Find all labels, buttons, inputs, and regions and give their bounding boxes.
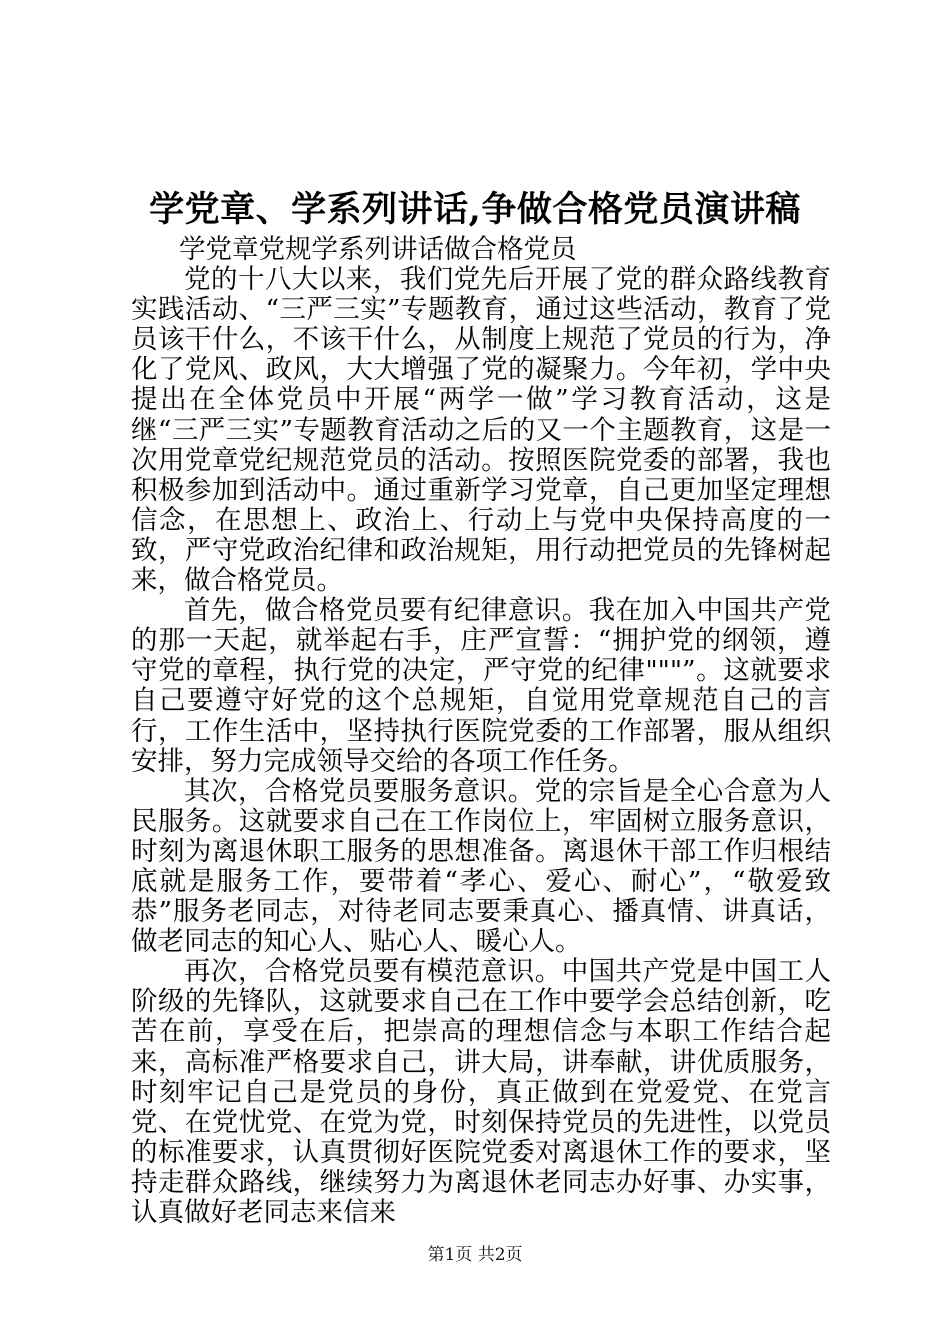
paragraph-2: 首先，做合格党员要有纪律意识。我在加入中国共产党的那一天起，就举起右手，庄严宣誓：“拥护党的纲领，遵守党的章程，执行党的决定，严守党的纪律"""”。这就要求自己要遵守好党的这个总规矩，自觉用党章规范自己的言行，工作生活中，坚持执行医院党委的工作部署，服从组织安排，努力完成领导交给的各项工作任务。	[131, 595, 831, 777]
document-title: 学党章、学系列讲话,争做合格党员演讲稿	[149, 189, 801, 230]
document-subtitle: 学党章党规学系列讲话做合格党员	[179, 234, 577, 265]
page-number-footer: 第1页 共2页	[427, 1245, 523, 1265]
paragraph-1: 党的十八大以来，我们党先后开展了党的群众路线教育实践活动、“三严三实”专题教育，通过这些活动，教育了党员该干什么，不该干什么，从制度上规范了党员的行为，净化了党风、政风，大大增强了党的凝聚力。今年初，学中央提出在全体党员中开展“两学一做”学习教育活动，这是继“三严三实”专题教育活动之后的又一个主题教育，这是一次用党章党纪规范党员的活动。按照医院党委的部署，我也积极参加到活动中。通过重新学习党章，自己更加坚定理想信念，在思想上、政治上、行动上与党中央保持高度的一致，严守党政治纪律和政治规矩，用行动把党员的先锋树起来，做合格党员。	[131, 264, 831, 597]
paragraph-4: 再次，合格党员要有模范意识。中国共产党是中国工人阶级的先锋队，这就要求自己在工作中要学会总结创新，吃苦在前，享受在后，把崇高的理想信念与本职工作结合起来，高标准严格要求自己，讲大局，讲奉献，讲优质服务，时刻牢记自己是党员的身份，真正做到在党爱党、在党言党、在党忧党、在党为党，时刻保持党员的先进性，以党员的标准要求，认真贯彻好医院党委对离退休工作的要求，坚持走群众路线，继续努力为离退休老同志办好事、办实事，认真做好老同志来信来	[131, 956, 831, 1228]
paragraph-3: 其次，合格党员要服务意识。党的宗旨是全心合意为人民服务。这就要求自己在工作岗位上，牢固树立服务意识，时刻为离退休职工服务的思想准备。离退休干部工作归根结底就是服务工作，要带着“孝心、爱心、耐心”，“敬爱致恭”服务老同志，对待老同志要秉真心、播真情、讲真话，做老同志的知心人、贴心人、暖心人。	[131, 775, 831, 958]
document-body	[131, 235, 831, 1228]
